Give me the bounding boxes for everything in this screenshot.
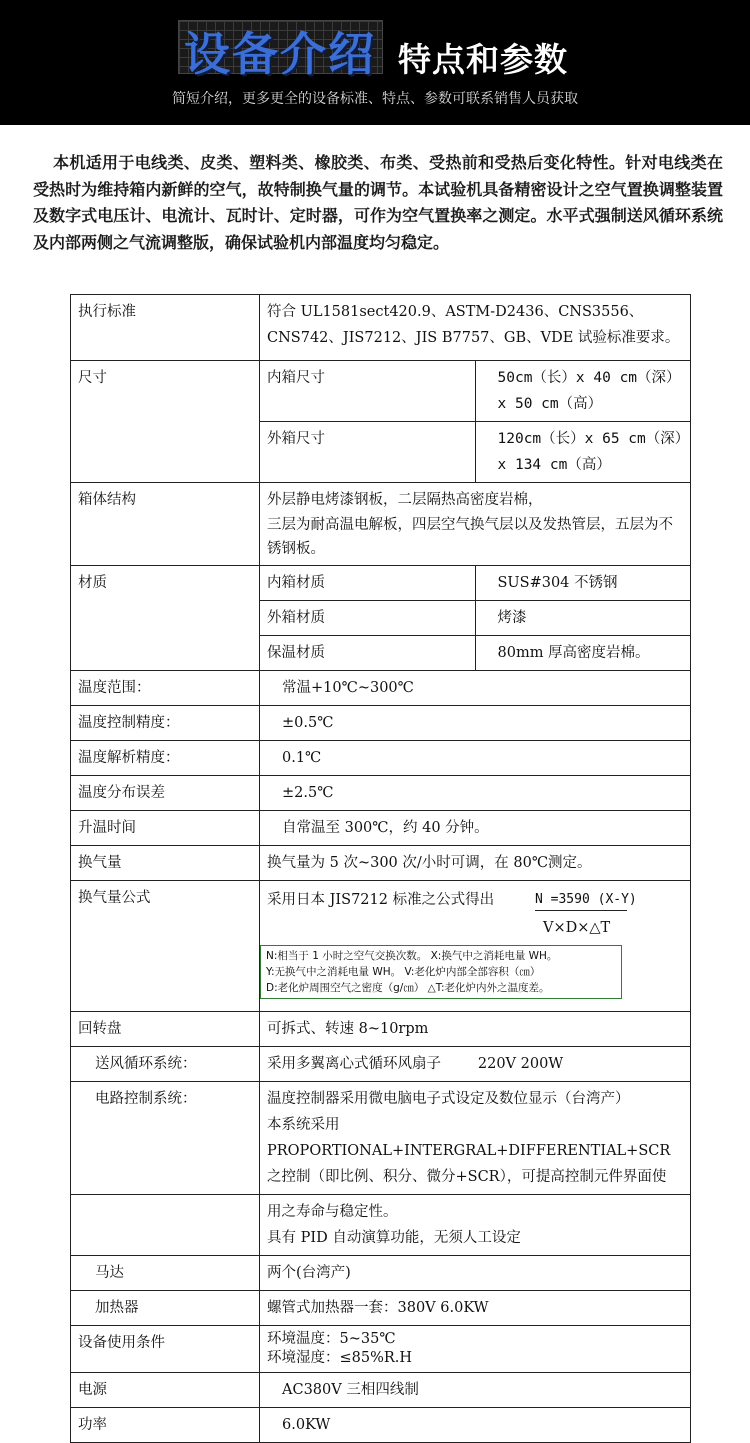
structure-line: 外层静电烤漆钢板，二层隔热高密度岩棉，: [267, 492, 543, 508]
ventilation-label: 换气量: [71, 846, 260, 881]
table-row: [71, 881, 691, 1012]
power-value: AC380V 三相四线制: [260, 1373, 691, 1408]
circuit-line: 温度控制器采用微电脑电子式设定及数位显示（台湾产）: [267, 1091, 630, 1107]
header-banner: [0, 0, 750, 125]
ventilation-value: 换气量为 5 次~300 次/小时可调，在 80℃测定。: [260, 846, 691, 881]
heatup-label: 升温时间: [71, 811, 260, 846]
heater-value: 螺管式加热器一套：380V 6.0KW: [260, 1291, 691, 1326]
wattage-value: 6.0KW: [260, 1408, 691, 1443]
standard-label: 执行标准: [71, 295, 260, 361]
circuit-value: [260, 1082, 691, 1195]
fraction-bar: [535, 910, 627, 911]
table-row: [71, 1082, 691, 1195]
formula-note: D:老化炉周围空气之密度（g/㎝） △T:老化炉内外之温度差。: [266, 982, 550, 994]
formula-note: Y:无换气中之消耗电量 WH。 V:老化炉内部全部容积（㎝）: [266, 966, 541, 978]
temp-control-value: ±0.5℃: [260, 706, 691, 741]
circuit-label-continued: [71, 1195, 260, 1256]
conditions-line: 环境温度：5~35℃: [267, 1331, 396, 1347]
temp-range-value: 常温+10℃~300℃: [260, 671, 691, 706]
turntable-label: 回转盘: [71, 1012, 260, 1047]
circuit-line: 用之寿命与稳定性。: [267, 1204, 398, 1220]
header-note: 简短介绍，更多更全的设备标准、特点、参数可联系销售人员获取: [172, 91, 578, 107]
table-row: [71, 741, 691, 776]
inner-size-label: 内箱尺寸: [260, 361, 476, 422]
table-row: [71, 671, 691, 706]
table-row: [71, 1047, 691, 1082]
formula-cell: [260, 881, 691, 1012]
table-row: [71, 811, 691, 846]
material-label: 材质: [71, 566, 260, 671]
insulation-value: 80mm 厚高密度岩棉。: [475, 636, 691, 671]
inner-material-value: SUS#304 不锈钢: [475, 566, 691, 601]
table-row: [71, 1195, 691, 1256]
conditions-value: [260, 1326, 691, 1373]
circuit-label: 电路控制系统：: [71, 1082, 260, 1195]
conditions-line: 环境湿度：≤85%R.H: [267, 1350, 413, 1366]
table-row: [71, 295, 691, 361]
formula-denominator: V×D×△T: [543, 920, 611, 936]
formula-note: N:相当于 1 小时之空气交换次数。 X:换气中之消耗电量 WH。: [266, 950, 558, 962]
table-row: [71, 1256, 691, 1291]
formula-label: 换气量公式: [71, 881, 260, 1012]
formula-notes: [260, 945, 622, 999]
formula-numerator: N =3590 (X-Y): [535, 892, 637, 907]
airflow-label: 送风循环系统：: [71, 1047, 260, 1082]
page-subtitle: 特点和参数: [398, 40, 568, 79]
conditions-label: 设备使用条件: [71, 1326, 260, 1373]
motor-label: 马达: [71, 1256, 260, 1291]
size-label: 尺寸: [71, 361, 260, 483]
airflow-value: 采用多翼离心式循环风扇子 220V 200W: [260, 1047, 691, 1082]
intro-paragraph: 本机适用于电线类、皮类、塑料类、橡胶类、布类、受热前和受热后变化特性。针对电线类在受热时为维持箱内新鲜的空气，故特制换气量的调节。本试验机具备精密设计之空气置换调整装置及数字式电压计、电流计、瓦时计、定时器，可作为空气置换率之测定。水平式强制送风循环系统及内部两侧之气流调整版，确保试验机内部温度均匀稳定。: [33, 153, 723, 252]
table-row: [71, 566, 691, 601]
table-row: [71, 1408, 691, 1443]
circuit-line: 本系统采用 PROPORTIONAL+INTERGRAL+DIFFERENTIAL+SCR 之控制（即比例、积分、微分+SCR），可提高控制元件界面使: [267, 1117, 671, 1185]
structure-value: [260, 483, 691, 566]
insulation-label: 保温材质: [260, 636, 476, 671]
table-row: [71, 776, 691, 811]
circuit-value-continued: [260, 1195, 691, 1256]
outer-material-label: 外箱材质: [260, 601, 476, 636]
formula-text: 采用日本 JIS7212 标准之公式得出: [267, 892, 495, 908]
spec-table: [70, 294, 691, 1443]
table-row: [71, 1326, 691, 1373]
wattage-label: 功率: [71, 1408, 260, 1443]
table-row: [71, 483, 691, 566]
table-row: [71, 361, 691, 422]
temp-range-label: 温度范围：: [71, 671, 260, 706]
inner-material-label: 内箱材质: [260, 566, 476, 601]
table-row: [71, 1291, 691, 1326]
heater-label: 加热器: [71, 1291, 260, 1326]
temp-distribution-value: ±2.5℃: [260, 776, 691, 811]
temp-resolution-value: 0.1℃: [260, 741, 691, 776]
outer-size-label: 外箱尺寸: [260, 422, 476, 483]
standard-value: 符合 UL1581sect420.9、ASTM-D2436、CNS3556、CNS742、JIS7212、JIS B7757、GB、VDE 试验标准要求。: [260, 295, 691, 361]
motor-value: 两个(台湾产): [260, 1256, 691, 1291]
page-title: 设备介绍: [184, 27, 376, 81]
turntable-value: 可拆式、转速 8~10rpm: [260, 1012, 691, 1047]
outer-size-value: 120cm（长）x 65 cm（深）x 134 cm（高）: [475, 422, 691, 483]
temp-resolution-label: 温度解析精度：: [71, 741, 260, 776]
formula-expression: [267, 885, 683, 945]
temp-control-label: 温度控制精度：: [71, 706, 260, 741]
heatup-value: 自常温至 300℃，约 40 分钟。: [260, 811, 691, 846]
table-row: [71, 846, 691, 881]
inner-size-value: 50cm（长）x 40 cm（深）x 50 cm（高）: [475, 361, 691, 422]
circuit-line: 具有 PID 自动演算功能，无须人工设定: [267, 1230, 521, 1246]
temp-distribution-label: 温度分布误差: [71, 776, 260, 811]
structure-label: 箱体结构: [71, 483, 260, 566]
table-row: [71, 1012, 691, 1047]
structure-line: 三层为耐高温电解板，四层空气换气层以及发热管层，五层为不锈钢板。: [267, 517, 673, 557]
table-row: [71, 1373, 691, 1408]
outer-material-value: 烤漆: [475, 601, 691, 636]
power-label: 电源: [71, 1373, 260, 1408]
table-row: [71, 706, 691, 741]
